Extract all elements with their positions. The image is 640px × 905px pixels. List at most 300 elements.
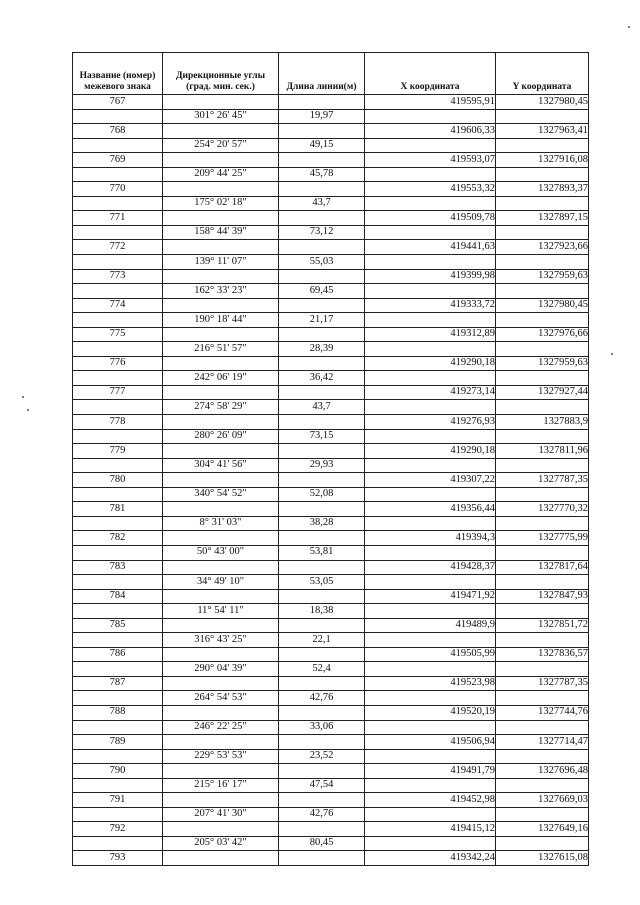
empty-cell <box>365 225 496 240</box>
point-x-coordinate: 419441,63 <box>365 240 496 255</box>
point-x-coordinate: 419553,32 <box>365 182 496 197</box>
empty-cell <box>365 109 496 124</box>
empty-cell <box>496 284 589 299</box>
empty-cell <box>73 604 163 619</box>
empty-cell <box>163 589 279 604</box>
empty-cell <box>365 342 496 357</box>
empty-cell <box>279 822 365 837</box>
empty-cell <box>73 429 163 444</box>
empty-cell <box>365 575 496 590</box>
segment-length: 73,15 <box>279 429 365 444</box>
empty-cell <box>496 604 589 619</box>
segment-row <box>73 109 589 124</box>
point-name: 768 <box>73 124 163 139</box>
point-y-coordinate: 1327923,66 <box>496 240 589 255</box>
point-row <box>73 153 589 168</box>
empty-cell <box>496 487 589 502</box>
point-row <box>73 647 589 662</box>
point-x-coordinate: 419606,33 <box>365 124 496 139</box>
point-x-coordinate: 419509,78 <box>365 211 496 226</box>
segment-angle: 340° 54' 52" <box>163 487 279 502</box>
segment-angle: 316° 43' 25" <box>163 633 279 648</box>
point-row <box>73 415 589 430</box>
empty-cell <box>163 735 279 750</box>
segment-length: 55,03 <box>279 255 365 270</box>
point-row <box>73 851 589 866</box>
point-y-coordinate: 1327893,37 <box>496 182 589 197</box>
scan-speck <box>628 26 630 28</box>
segment-length: 23,52 <box>279 749 365 764</box>
empty-cell <box>365 429 496 444</box>
empty-cell <box>163 560 279 575</box>
segment-row <box>73 487 589 502</box>
point-name: 783 <box>73 560 163 575</box>
empty-cell <box>496 575 589 590</box>
empty-cell <box>163 444 279 459</box>
point-row <box>73 618 589 633</box>
point-name: 778 <box>73 415 163 430</box>
empty-cell <box>163 153 279 168</box>
point-x-coordinate: 419491,79 <box>365 764 496 779</box>
point-x-coordinate: 419333,72 <box>365 298 496 313</box>
point-y-coordinate: 1327980,45 <box>496 298 589 313</box>
segment-angle: 216° 51' 57" <box>163 342 279 357</box>
empty-cell <box>73 138 163 153</box>
segment-length: 52,4 <box>279 662 365 677</box>
empty-cell <box>496 196 589 211</box>
empty-cell <box>365 487 496 502</box>
point-name: 774 <box>73 298 163 313</box>
segment-angle: 215° 16' 17" <box>163 778 279 793</box>
empty-cell <box>365 662 496 677</box>
point-y-coordinate: 1327811,96 <box>496 444 589 459</box>
empty-cell <box>365 458 496 473</box>
empty-cell <box>163 298 279 313</box>
empty-cell <box>163 502 279 517</box>
empty-cell <box>279 560 365 575</box>
point-row <box>73 764 589 779</box>
point-x-coordinate: 419415,12 <box>365 822 496 837</box>
point-row <box>73 124 589 139</box>
point-name: 788 <box>73 705 163 720</box>
empty-cell <box>73 807 163 822</box>
empty-cell <box>279 531 365 546</box>
point-y-coordinate: 1327883,9 <box>496 415 589 430</box>
point-row <box>73 298 589 313</box>
segment-length: 29,93 <box>279 458 365 473</box>
empty-cell <box>73 575 163 590</box>
segment-row <box>73 749 589 764</box>
empty-cell <box>496 138 589 153</box>
empty-cell <box>163 124 279 139</box>
point-y-coordinate: 1327963,41 <box>496 124 589 139</box>
empty-cell <box>496 255 589 270</box>
point-row <box>73 531 589 546</box>
empty-cell <box>73 749 163 764</box>
segment-length: 33,06 <box>279 720 365 735</box>
empty-cell <box>73 458 163 473</box>
empty-cell <box>365 807 496 822</box>
segment-angle: 246° 22' 25" <box>163 720 279 735</box>
segment-length: 53,81 <box>279 545 365 560</box>
table-header-row <box>73 53 589 95</box>
point-name: 773 <box>73 269 163 284</box>
empty-cell <box>163 851 279 866</box>
empty-cell <box>163 705 279 720</box>
point-y-coordinate: 1327787,35 <box>496 473 589 488</box>
point-row <box>73 385 589 400</box>
segment-length: 22,1 <box>279 633 365 648</box>
point-row <box>73 182 589 197</box>
empty-cell <box>365 691 496 706</box>
point-y-coordinate: 1327897,15 <box>496 211 589 226</box>
scan-speck <box>611 353 613 355</box>
point-name: 782 <box>73 531 163 546</box>
point-name: 772 <box>73 240 163 255</box>
point-row <box>73 95 589 110</box>
empty-cell <box>279 240 365 255</box>
point-row <box>73 502 589 517</box>
segment-length: 18,38 <box>279 604 365 619</box>
empty-cell <box>365 545 496 560</box>
point-y-coordinate: 1327775,99 <box>496 531 589 546</box>
empty-cell <box>73 545 163 560</box>
empty-cell <box>279 473 365 488</box>
header-name: Название (номер) межевого знака <box>73 53 163 95</box>
empty-cell <box>163 676 279 691</box>
point-x-coordinate: 419356,44 <box>365 502 496 517</box>
segment-angle: 205° 03' 42" <box>163 836 279 851</box>
point-name: 775 <box>73 327 163 342</box>
empty-cell <box>73 400 163 415</box>
segment-angle: 254° 20' 57" <box>163 138 279 153</box>
point-y-coordinate: 1327927,44 <box>496 385 589 400</box>
empty-cell <box>496 371 589 386</box>
empty-cell <box>163 473 279 488</box>
empty-cell <box>496 225 589 240</box>
segment-angle: 190° 18' 44" <box>163 313 279 328</box>
segment-row <box>73 458 589 473</box>
empty-cell <box>73 109 163 124</box>
point-row <box>73 269 589 284</box>
segment-row <box>73 720 589 735</box>
empty-cell <box>496 778 589 793</box>
point-y-coordinate: 1327836,57 <box>496 647 589 662</box>
point-row <box>73 240 589 255</box>
point-y-coordinate: 1327959,63 <box>496 269 589 284</box>
empty-cell <box>496 720 589 735</box>
empty-cell <box>163 415 279 430</box>
segment-angle: 280° 26' 09" <box>163 429 279 444</box>
point-x-coordinate: 419273,14 <box>365 385 496 400</box>
empty-cell <box>73 225 163 240</box>
segment-angle: 139° 11' 07" <box>163 255 279 270</box>
point-row <box>73 735 589 750</box>
point-name: 776 <box>73 356 163 371</box>
segment-length: 69,45 <box>279 284 365 299</box>
empty-cell <box>496 836 589 851</box>
empty-cell <box>279 735 365 750</box>
segment-angle: 158° 44' 39" <box>163 225 279 240</box>
empty-cell <box>279 589 365 604</box>
empty-cell <box>279 124 365 139</box>
segment-angle: 50° 43' 00" <box>163 545 279 560</box>
segment-row <box>73 575 589 590</box>
header-y: Y координата <box>496 53 589 95</box>
segment-angle: 301° 26' 45" <box>163 109 279 124</box>
point-x-coordinate: 419428,37 <box>365 560 496 575</box>
point-x-coordinate: 419290,18 <box>365 356 496 371</box>
segment-angle: 207° 41' 30" <box>163 807 279 822</box>
segment-length: 42,76 <box>279 691 365 706</box>
segment-row <box>73 778 589 793</box>
point-row <box>73 356 589 371</box>
empty-cell <box>163 356 279 371</box>
empty-cell <box>73 720 163 735</box>
segment-angle: 229° 53' 53" <box>163 749 279 764</box>
segment-row <box>73 400 589 415</box>
point-row <box>73 705 589 720</box>
segment-row <box>73 167 589 182</box>
point-x-coordinate: 419593,07 <box>365 153 496 168</box>
segment-angle: 290° 04' 39" <box>163 662 279 677</box>
segment-length: 21,17 <box>279 313 365 328</box>
empty-cell <box>163 647 279 662</box>
empty-cell <box>279 793 365 808</box>
segment-angle: 8° 31' 03" <box>163 516 279 531</box>
segment-length: 36,42 <box>279 371 365 386</box>
empty-cell <box>279 385 365 400</box>
empty-cell <box>365 138 496 153</box>
empty-cell <box>365 778 496 793</box>
segment-length: 42,76 <box>279 807 365 822</box>
empty-cell <box>163 531 279 546</box>
point-x-coordinate: 419399,98 <box>365 269 496 284</box>
empty-cell <box>73 313 163 328</box>
point-x-coordinate: 419489,9 <box>365 618 496 633</box>
point-x-coordinate: 419595,91 <box>365 95 496 110</box>
empty-cell <box>279 705 365 720</box>
empty-cell <box>496 167 589 182</box>
point-x-coordinate: 419312,89 <box>365 327 496 342</box>
point-row <box>73 327 589 342</box>
empty-cell <box>365 749 496 764</box>
empty-cell <box>163 793 279 808</box>
segment-angle: 242° 06' 19" <box>163 371 279 386</box>
segment-row <box>73 604 589 619</box>
empty-cell <box>73 487 163 502</box>
point-row <box>73 822 589 837</box>
segment-length: 73,12 <box>279 225 365 240</box>
segment-row <box>73 371 589 386</box>
empty-cell <box>496 109 589 124</box>
empty-cell <box>365 371 496 386</box>
empty-cell <box>365 633 496 648</box>
point-name: 784 <box>73 589 163 604</box>
empty-cell <box>279 327 365 342</box>
segment-length: 19,97 <box>279 109 365 124</box>
empty-cell <box>163 822 279 837</box>
empty-cell <box>365 196 496 211</box>
point-x-coordinate: 419307,22 <box>365 473 496 488</box>
point-row <box>73 211 589 226</box>
point-x-coordinate: 419342,24 <box>365 851 496 866</box>
empty-cell <box>365 516 496 531</box>
point-x-coordinate: 419520,19 <box>365 705 496 720</box>
point-row <box>73 473 589 488</box>
segment-row <box>73 691 589 706</box>
empty-cell <box>163 269 279 284</box>
segment-row <box>73 516 589 531</box>
empty-cell <box>279 851 365 866</box>
point-name: 790 <box>73 764 163 779</box>
point-y-coordinate: 1327851,72 <box>496 618 589 633</box>
empty-cell <box>279 764 365 779</box>
point-name: 793 <box>73 851 163 866</box>
segment-row <box>73 807 589 822</box>
empty-cell <box>279 676 365 691</box>
empty-cell <box>73 167 163 182</box>
empty-cell <box>279 647 365 662</box>
segment-row <box>73 545 589 560</box>
point-name: 771 <box>73 211 163 226</box>
empty-cell <box>365 720 496 735</box>
segment-row <box>73 313 589 328</box>
empty-cell <box>73 255 163 270</box>
empty-cell <box>279 356 365 371</box>
point-x-coordinate: 419290,18 <box>365 444 496 459</box>
segment-angle: 34° 49' 10" <box>163 575 279 590</box>
segment-length: 43,7 <box>279 196 365 211</box>
point-row <box>73 676 589 691</box>
point-name: 787 <box>73 676 163 691</box>
point-name: 791 <box>73 793 163 808</box>
point-y-coordinate: 1327959,63 <box>496 356 589 371</box>
segment-angle: 209° 44' 25" <box>163 167 279 182</box>
point-y-coordinate: 1327615,08 <box>496 851 589 866</box>
point-y-coordinate: 1327649,16 <box>496 822 589 837</box>
empty-cell <box>365 604 496 619</box>
point-name: 785 <box>73 618 163 633</box>
point-name: 792 <box>73 822 163 837</box>
point-row <box>73 589 589 604</box>
segment-length: 47,54 <box>279 778 365 793</box>
scan-speck <box>27 409 29 411</box>
segment-row <box>73 284 589 299</box>
empty-cell <box>163 618 279 633</box>
point-x-coordinate: 419452,98 <box>365 793 496 808</box>
point-name: 789 <box>73 735 163 750</box>
segment-row <box>73 225 589 240</box>
segment-length: 49,15 <box>279 138 365 153</box>
empty-cell <box>365 255 496 270</box>
empty-cell <box>496 400 589 415</box>
empty-cell <box>365 313 496 328</box>
segment-angle: 304° 41' 56" <box>163 458 279 473</box>
point-x-coordinate: 419471,92 <box>365 589 496 604</box>
empty-cell <box>365 400 496 415</box>
segment-angle: 274° 58' 29" <box>163 400 279 415</box>
segment-length: 28,39 <box>279 342 365 357</box>
segment-angle: 175° 02' 18" <box>163 196 279 211</box>
segment-angle: 162° 33' 23" <box>163 284 279 299</box>
empty-cell <box>163 385 279 400</box>
point-y-coordinate: 1327847,93 <box>496 589 589 604</box>
segment-row <box>73 836 589 851</box>
empty-cell <box>496 342 589 357</box>
segment-row <box>73 138 589 153</box>
empty-cell <box>279 182 365 197</box>
point-x-coordinate: 419523,98 <box>365 676 496 691</box>
point-y-coordinate: 1327916,08 <box>496 153 589 168</box>
point-name: 777 <box>73 385 163 400</box>
empty-cell <box>279 269 365 284</box>
point-row <box>73 793 589 808</box>
segment-row <box>73 429 589 444</box>
empty-cell <box>73 662 163 677</box>
empty-cell <box>365 284 496 299</box>
empty-cell <box>496 807 589 822</box>
empty-cell <box>279 153 365 168</box>
point-y-coordinate: 1327770,32 <box>496 502 589 517</box>
point-name: 780 <box>73 473 163 488</box>
segment-length: 43,7 <box>279 400 365 415</box>
empty-cell <box>279 415 365 430</box>
point-y-coordinate: 1327817,64 <box>496 560 589 575</box>
empty-cell <box>279 502 365 517</box>
point-y-coordinate: 1327980,45 <box>496 95 589 110</box>
segment-length: 53,05 <box>279 575 365 590</box>
table-body <box>73 95 589 866</box>
empty-cell <box>163 95 279 110</box>
segment-row <box>73 196 589 211</box>
segment-length: 45,78 <box>279 167 365 182</box>
header-x: X координата <box>365 53 496 95</box>
empty-cell <box>163 764 279 779</box>
empty-cell <box>163 182 279 197</box>
empty-cell <box>496 516 589 531</box>
empty-cell <box>163 327 279 342</box>
point-x-coordinate: 419276,93 <box>365 415 496 430</box>
point-y-coordinate: 1327976,66 <box>496 327 589 342</box>
empty-cell <box>279 298 365 313</box>
empty-cell <box>496 429 589 444</box>
header-length: Длина линии(м) <box>279 53 365 95</box>
empty-cell <box>496 749 589 764</box>
point-x-coordinate: 419506,94 <box>365 735 496 750</box>
empty-cell <box>365 167 496 182</box>
empty-cell <box>73 371 163 386</box>
point-x-coordinate: 419505,99 <box>365 647 496 662</box>
empty-cell <box>163 211 279 226</box>
empty-cell <box>279 95 365 110</box>
point-y-coordinate: 1327669,03 <box>496 793 589 808</box>
empty-cell <box>279 618 365 633</box>
point-name: 770 <box>73 182 163 197</box>
point-row <box>73 444 589 459</box>
empty-cell <box>73 633 163 648</box>
point-y-coordinate: 1327714,47 <box>496 735 589 750</box>
point-row <box>73 560 589 575</box>
empty-cell <box>496 313 589 328</box>
empty-cell <box>73 342 163 357</box>
segment-row <box>73 633 589 648</box>
segment-length: 38,28 <box>279 516 365 531</box>
empty-cell <box>73 691 163 706</box>
point-x-coordinate: 419394,3 <box>365 531 496 546</box>
point-name: 779 <box>73 444 163 459</box>
point-name: 786 <box>73 647 163 662</box>
